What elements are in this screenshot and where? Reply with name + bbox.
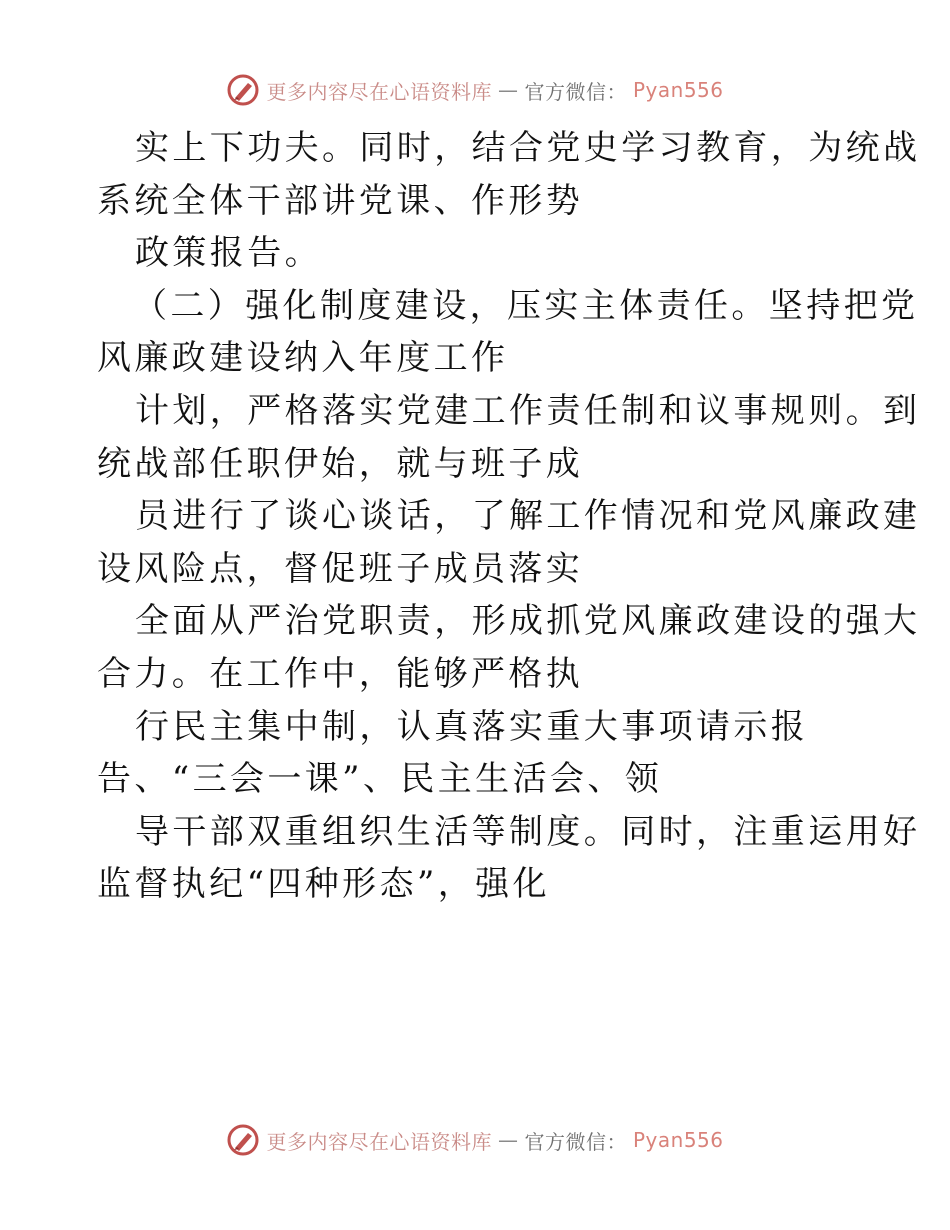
text-line: 风廉政建设纳入年度工作 [97,338,509,379]
text-line: 设风险点，督促班子成员落实 [97,548,584,589]
text-line: 计划，严格落实党建工作责任制和议事规则。到 [135,390,921,431]
watermark-main-text: 更多内容尽在心语资料库 [266,79,492,104]
watermark-separator: — [497,1128,519,1152]
watermark-wechat-id: Pyan556 [632,78,724,102]
text-line: 行民主集中制，认真落实重大事项请示报 [135,706,809,747]
watermark-wechat-id: Pyan556 [632,1128,724,1152]
text-line: 全面从严治党职责，形成抓党风廉政建设的强大 [135,601,921,642]
text-line: 告、“三会一课”、民主生活会、领 [97,759,663,800]
pen-logo-icon [226,1123,260,1157]
text-line: （二）强化制度建设，压实主体责任。坚持把党 [133,285,919,326]
text-line: 政策报告。 [135,233,322,274]
text-line: 统战部任职伊始，就与班子成 [97,443,584,484]
watermark-main-text: 更多内容尽在心语资料库 [266,1129,492,1154]
text-line: 实上下功夫。同时，结合党史学习教育，为统战 [135,128,921,168]
pen-logo-icon [226,73,260,107]
text-line: 员进行了谈心谈话，了解工作情况和党风廉政建 [135,496,921,537]
document-body [97,122,921,911]
text-line: 系统全体干部讲党课、作形势 [97,180,584,221]
watermark-wechat-label: 官方微信： [524,79,627,104]
watermark-wechat-label: 官方微信： [524,1129,627,1154]
text-line: 导干部双重组织生活等制度。同时，注重运用好 [135,811,921,852]
watermark-separator: — [497,78,519,102]
footer-watermark [0,1120,950,1160]
text-line: 监督执纪“四种形态”，强化 [97,864,550,905]
text-line: 合力。在工作中，能够严格执 [97,653,584,694]
header-watermark [0,70,950,110]
